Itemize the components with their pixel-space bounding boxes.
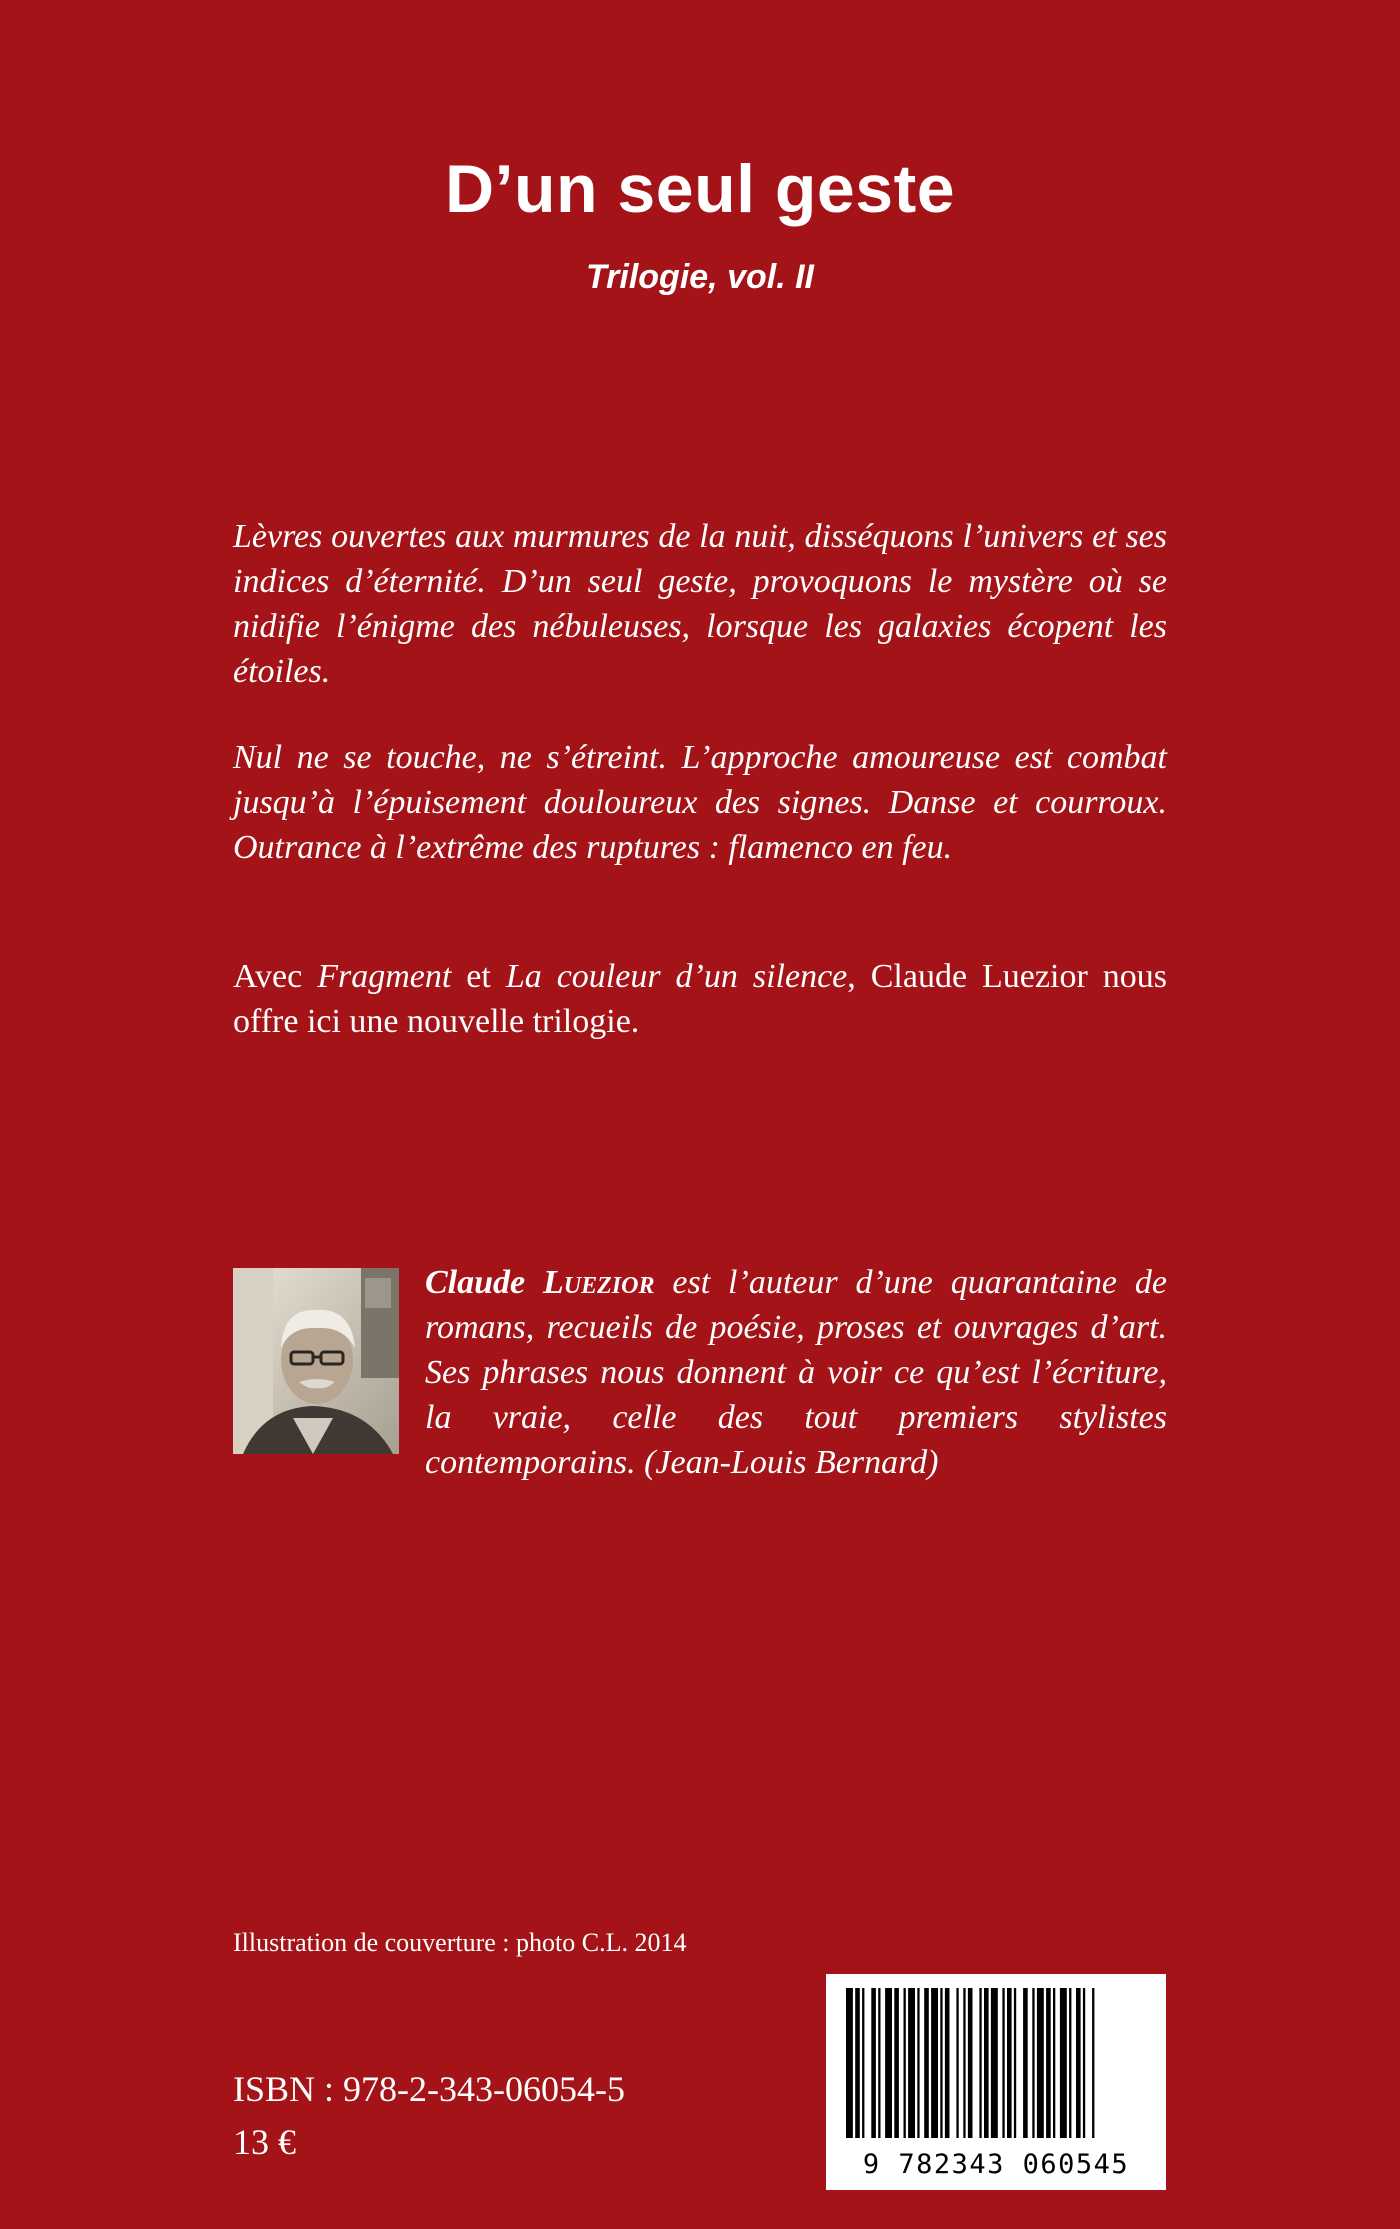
work-title-fragment: Fragment — [317, 958, 452, 995]
barcode-bar — [991, 1988, 998, 2138]
barcode-bar — [878, 1988, 880, 2138]
barcode-bar — [1023, 1988, 1028, 2138]
barcode-bar — [968, 1988, 973, 2138]
barcode-bar — [931, 1988, 938, 2138]
barcode-digits: 9 782343 060545 — [862, 2149, 1130, 2180]
barcode-bar — [1069, 1988, 1071, 2138]
barcode-bar — [984, 1988, 989, 2138]
barcode-bar — [1007, 1988, 1012, 2138]
barcode-bar — [862, 1988, 864, 2138]
barcode-bar — [894, 1988, 899, 2138]
barcode-bar — [871, 1988, 876, 2138]
barcode-bar — [963, 1988, 965, 2138]
p3-text-3: , Claude Luezior nous offre ici une nouvelle trilogie. — [233, 958, 1167, 1040]
cover-credit: Illustration de couverture : photo C.L. 2014 — [233, 1928, 687, 1957]
barcode-bar — [904, 1988, 906, 2138]
price: 13 € — [233, 2122, 296, 2162]
barcode-bar — [1060, 1988, 1067, 2138]
barcode-bar — [1092, 1988, 1094, 2138]
author-last-name: Luezior — [543, 1264, 655, 1301]
author-bio — [425, 1260, 1167, 1485]
isbn-number: ISBN : 978-2-343-06054-5 — [233, 2069, 625, 2109]
barcode-bar — [924, 1988, 929, 2138]
author-photo — [233, 1268, 399, 1454]
barcode-bar — [940, 1988, 942, 2138]
barcode-bar — [1037, 1988, 1044, 2138]
author-first-name: Claude — [425, 1264, 526, 1301]
book-title: D’un seul geste — [444, 151, 956, 227]
barcode-bar — [1014, 1988, 1016, 2138]
barcode-bar — [1083, 1988, 1085, 2138]
blurb-paragraph-3 — [233, 954, 1167, 1044]
blurb-paragraph-2: Nul ne se touche, ne s’étreint. L’approche amoureuse est combat jusqu’à l’épuisement douloureux des signes. Danse et courroux. Outrance à l’extrême des ruptures : flamenco en feu. — [233, 739, 1167, 866]
barcode-bar — [855, 1988, 860, 2138]
blurb-paragraph-1: Lèvres ouvertes aux murmures de la nuit, disséquons l’univers et ses indices d’éternité. D’un seul geste, provoquons le mystère où se nidifie l’énigme des nébuleuses, lorsque les galaxies écopent les étoiles. — [233, 518, 1167, 690]
barcode-bar — [1002, 1988, 1004, 2138]
barcode-bar — [945, 1988, 950, 2138]
barcode-bar — [1053, 1988, 1055, 2138]
barcode-bar — [979, 1988, 981, 2138]
p3-text-1: Avec — [233, 958, 318, 995]
barcode-bar — [1076, 1988, 1081, 2138]
barcode-bar — [1046, 1988, 1051, 2138]
barcode-bar — [917, 1988, 919, 2138]
barcode — [826, 1974, 1166, 2190]
p3-text-2: et — [451, 958, 506, 995]
barcode-bar — [1032, 1988, 1034, 2138]
barcode-bar — [908, 1988, 915, 2138]
barcode-bar — [846, 1988, 853, 2138]
book-subtitle: Trilogie, vol. II — [586, 258, 814, 296]
work-title-couleur: La couleur d’un silence — [505, 958, 848, 995]
barcode-bar — [956, 1988, 958, 2138]
barcode-bar — [885, 1988, 892, 2138]
author-bio-text: est l’auteur d’une quarantaine de romans, recueils de poésie, proses et ouvrages d’art. Ses phrases nous donnent à voir ce qu’est l’écriture, la vraie, celle des tout premiers stylistes contemporains. (Jean-Louis Bernard) — [425, 1264, 1168, 1481]
